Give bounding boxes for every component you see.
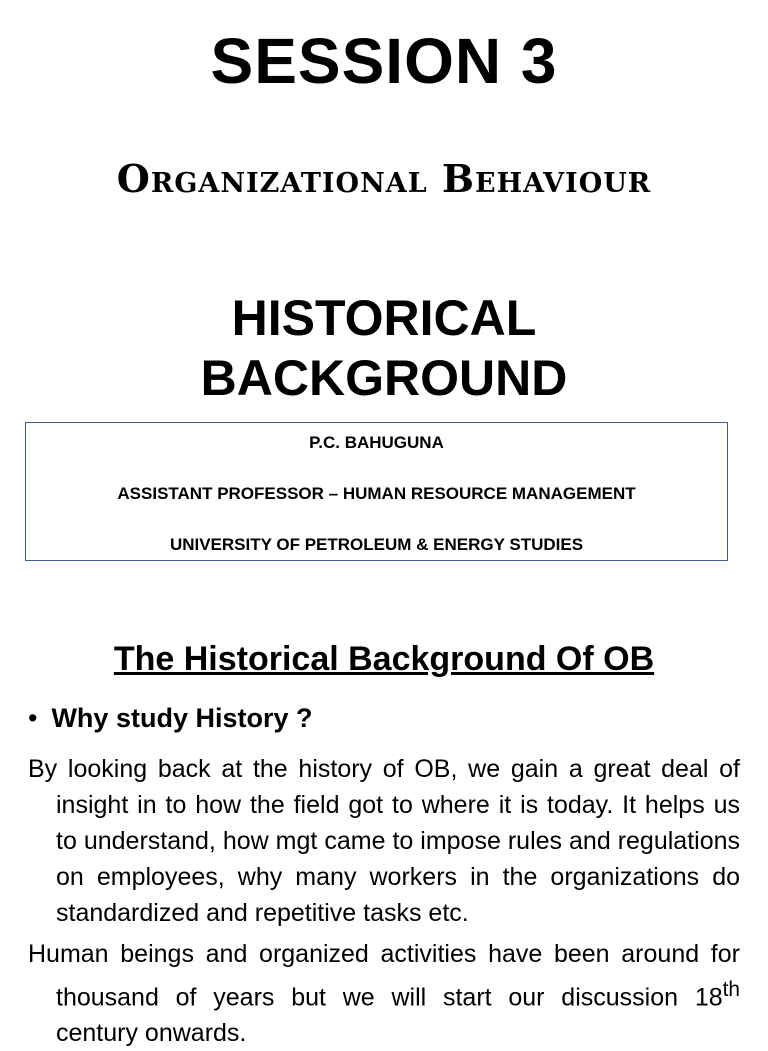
paragraph-2-number: 18 — [694, 983, 723, 1012]
presenter-position: ASSISTANT PROFESSOR – HUMAN RESOURCE MANAGEMENT — [117, 484, 636, 503]
paragraph-2 — [28, 936, 740, 1051]
section-heading — [0, 288, 768, 408]
presenter-institution: UNIVERSITY OF PETROLEUM & ENERGY STUDIES — [169, 535, 584, 554]
slide2-title: The Historical Background Of OB — [113, 640, 655, 678]
heading-line-2: BACKGROUND — [200, 350, 568, 406]
paragraph-1: By looking back at the history of OB, we gain a great deal of insight in to how the field got to where it is today. It helps us to understand, how mgt came to impose rules and regulations on employees, why many workers in the organizations do standardized and repetitive tasks etc. — [28, 755, 740, 927]
page-title: SESSION 3 — [210, 25, 558, 97]
bullet-item — [28, 703, 312, 734]
bullet-dot: • — [28, 703, 38, 733]
presenter-name: P.C. BAHUGUNA — [309, 433, 444, 452]
paragraph-2-end: century onwards. — [56, 1019, 247, 1048]
paragraph-2-superscript: th — [722, 978, 740, 1001]
course-subtitle: Organizational Behaviour — [116, 156, 652, 201]
paragraph-2-start: Human beings and organized activities have been around for thousand of years but we will start our discussion — [28, 940, 740, 1012]
presenter-info-box — [25, 422, 728, 561]
heading-line-1: HISTORICAL — [231, 290, 537, 346]
bullet-text: Why study History ? — [51, 703, 313, 733]
